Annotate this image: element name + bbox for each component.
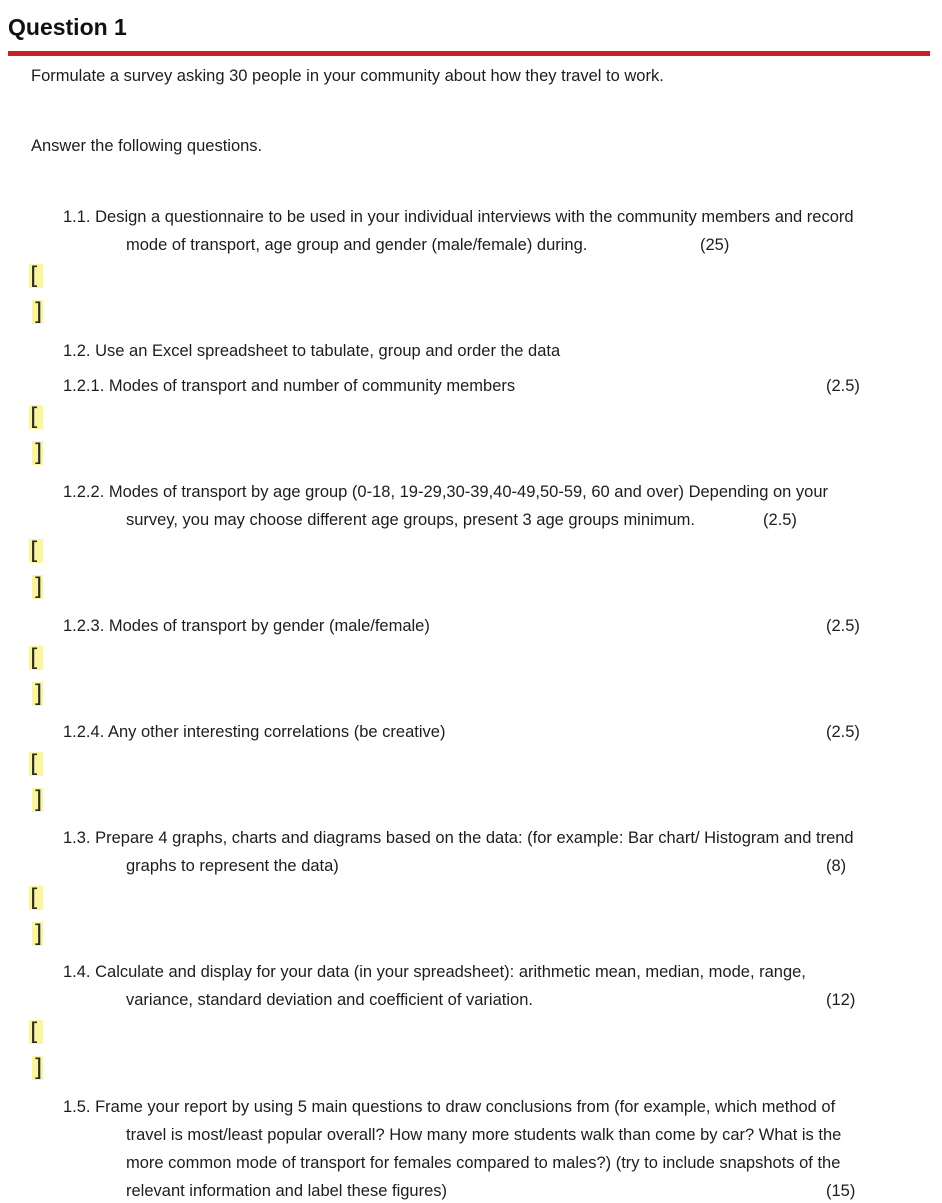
answer-field-1-1[interactable] (29, 264, 43, 324)
answer-field-1-2-2[interactable] (29, 539, 43, 599)
question-1-2-2-line2: survey, you may choose different age groups, present 3 age groups minimum. (126, 511, 695, 529)
answer-bracket-open: [ (29, 1020, 43, 1044)
answer-bracket-close: ] (33, 298, 43, 326)
answer-field-1-4[interactable] (29, 1020, 43, 1080)
question-1-2-3-marks: (2.5) (826, 617, 860, 635)
question-1-5-line4: relevant information and label these figures) (126, 1182, 448, 1200)
title-divider (8, 51, 930, 56)
question-1-1-marks: (25) (700, 236, 730, 254)
question-1-2-1-marks: (2.5) (826, 377, 860, 395)
question-1-5-line1: 1.5. Frame your report by using 5 main questions to draw conclusions from (for example, which method of (63, 1098, 836, 1116)
answer-bracket-open: [ (29, 646, 43, 670)
question-1-3-line1: 1.3. Prepare 4 graphs, charts and diagrams based on the data: (for example: Bar chart/ Histogram and trend (63, 829, 854, 847)
answer-field-1-2-1[interactable] (29, 405, 43, 465)
question-1-3-marks: (8) (826, 857, 847, 875)
question-1-5-line2: travel is most/least popular overall? How many more students walk than come by car? What is the (126, 1126, 842, 1144)
answer-bracket-open: [ (29, 752, 43, 776)
answer-instruction: Answer the following questions. (31, 137, 263, 155)
question-1-2-3-text: 1.2.3. Modes of transport by gender (male/female) (63, 617, 430, 635)
question-1-4-marks: (12) (826, 991, 856, 1009)
answer-bracket-open: [ (29, 539, 43, 563)
answer-bracket-open: [ (29, 886, 43, 910)
question-1-2-2-line1: 1.2.2. Modes of transport by age group (0-18, 19-29,30-39,40-49,50-59, 60 and over) Depending on your (63, 483, 829, 501)
answer-bracket-close: ] (33, 439, 43, 467)
answer-field-1-2-3[interactable] (29, 646, 43, 706)
question-1-2-1-text: 1.2.1. Modes of transport and number of community members (63, 377, 516, 395)
question-1-2-heading: 1.2. Use an Excel spreadsheet to tabulate, group and order the data (63, 342, 561, 360)
answer-bracket-open: [ (29, 264, 43, 288)
question-1-2-4-text: 1.2.4. Any other interesting correlations (be creative) (63, 723, 446, 741)
answer-bracket-close: ] (33, 680, 43, 708)
answer-field-1-3[interactable] (29, 886, 43, 946)
answer-field-1-2-4[interactable] (29, 752, 43, 812)
page-title: Question 1 (8, 14, 127, 40)
question-1-5-marks: (15) (826, 1182, 856, 1200)
answer-bracket-close: ] (33, 573, 43, 601)
question-1-1-line2: mode of transport, age group and gender (male/female) during. (126, 236, 588, 254)
answer-bracket-close: ] (33, 786, 43, 814)
answer-bracket-close: ] (33, 920, 43, 948)
answer-bracket-open: [ (29, 405, 43, 429)
question-1-2-2-marks: (2.5) (763, 511, 797, 529)
question-1-5-line3: more common mode of transport for females compared to males?) (try to include snapshots of the (126, 1154, 841, 1172)
question-1-2-4-marks: (2.5) (826, 723, 860, 741)
answer-bracket-close: ] (33, 1054, 43, 1082)
survey-instruction: Formulate a survey asking 30 people in your community about how they travel to work. (31, 67, 664, 85)
question-1-1-line1: 1.1. Design a questionnaire to be used in your individual interviews with the community members and record (63, 208, 854, 226)
question-1-4-line1: 1.4. Calculate and display for your data (in your spreadsheet): arithmetic mean, median, mode, range, (63, 963, 806, 981)
question-1-4-line2: variance, standard deviation and coefficient of variation. (126, 991, 533, 1009)
question-1-3-line2: graphs to represent the data) (126, 857, 339, 875)
